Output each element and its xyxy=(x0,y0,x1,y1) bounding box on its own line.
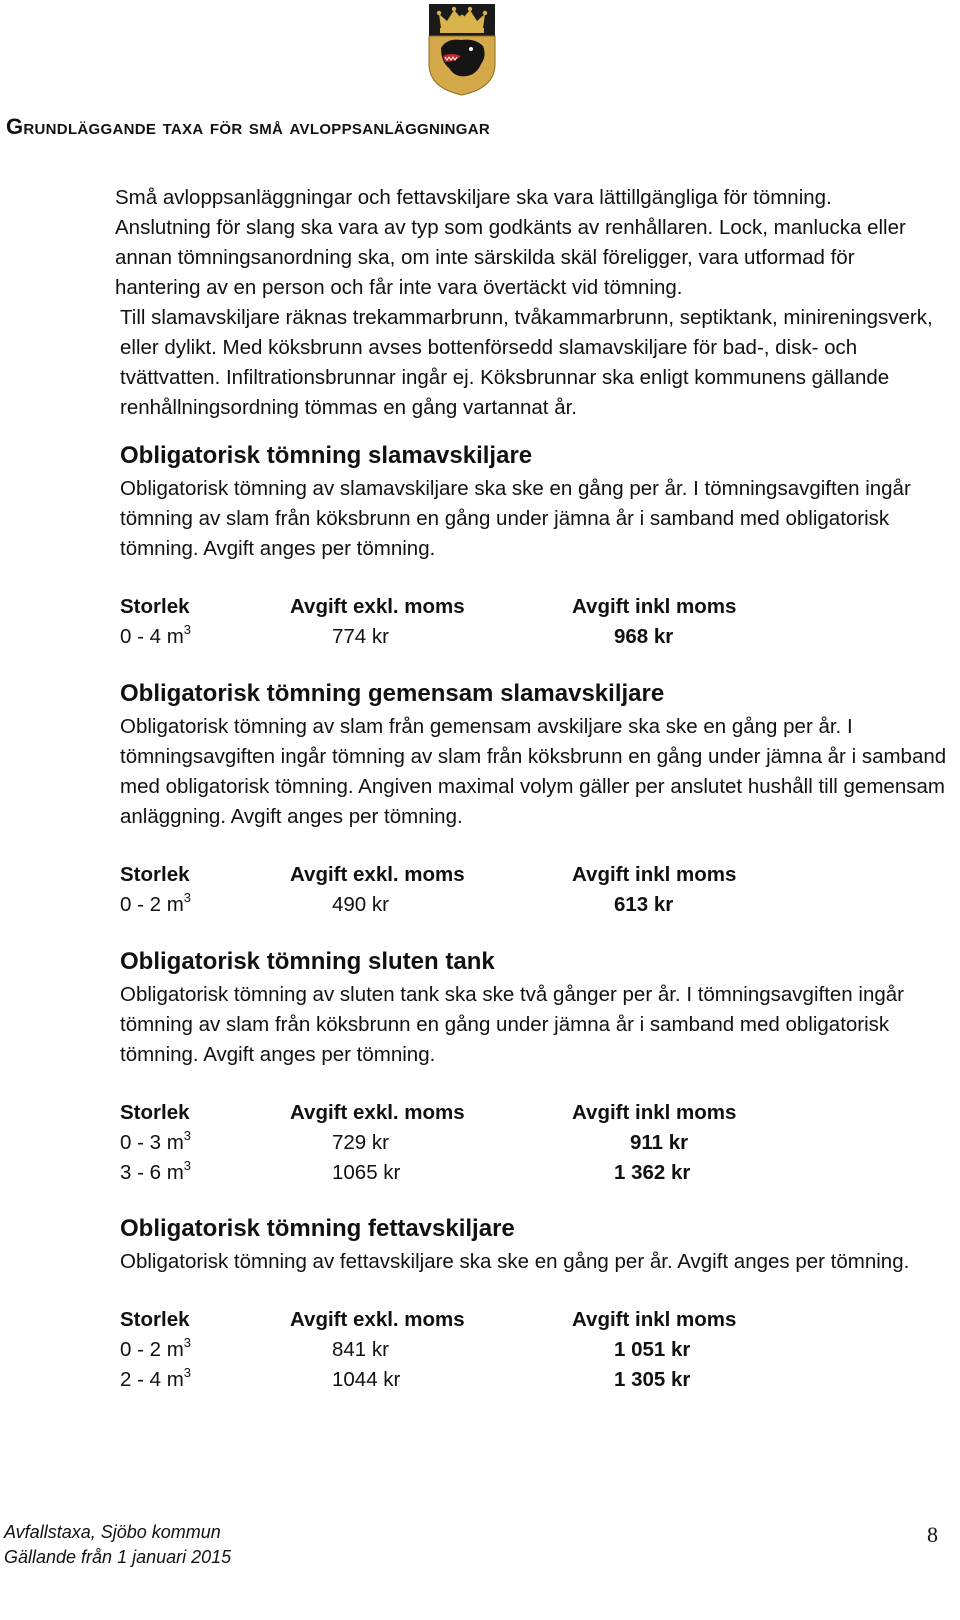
section-slamavskiljare xyxy=(120,441,950,652)
page-number: 8 xyxy=(927,1522,938,1547)
column-header-fee-incl: Avgift inkl moms xyxy=(572,595,737,618)
column-header-fee-incl: Avgift inkl moms xyxy=(572,1308,737,1331)
size-cell: 0 - 3 $m^3$ xyxy=(120,1128,192,1154)
column-header-fee-incl: Avgift inkl moms xyxy=(572,863,737,886)
fee-table-header xyxy=(120,1098,950,1128)
section-description: Obligatorisk tömning av fettavskiljare ska ske en gång per år. Avgift anges per tömning. xyxy=(120,1250,910,1273)
intro-paragraph: Till slamavskiljare räknas trekammarbrunn, tvåkammarbrunn, septiktank, minireningsverk, eller dylikt. Med köksbrunn avses bottenförsedd slamavskiljare för bad-, disk- och tvättvatten. Infiltrationsbrunnar ingår ej. Köksbrunnar ska enligt kommunens gällande renhållningsordning tömmas en gång vartannat år. xyxy=(120,306,933,419)
section-heading: Obligatorisk tömning fettavskiljare xyxy=(120,1215,515,1242)
column-header-size: Storlek xyxy=(120,595,190,618)
section-description: Obligatorisk tömning av slam från gemensam avskiljare ska ske en gång per år. I tömningsavgiften ingår tömning av slam från köksbrunn en gång under jämna år i samband med obligatorisk tömning. Angiven maximal volym gäller per anslutet hushåll till gemensam anläggning. Avgift anges per tömning. xyxy=(120,715,947,828)
fee-table xyxy=(120,1305,950,1395)
municipal-crest-icon xyxy=(427,4,497,96)
column-header-fee-excl: Avgift exkl. moms xyxy=(290,1101,465,1124)
size-cell: 0 - 2 $m^3$ xyxy=(120,1335,192,1361)
size-cell: 3 - 6 $m^3$ xyxy=(120,1158,192,1184)
section-heading: Obligatorisk tömning sluten tank xyxy=(120,948,495,975)
fee-table xyxy=(120,1098,950,1188)
section-description: Obligatorisk tömning av slamavskiljare ska ske en gång per år. I tömningsavgiften ingår tömning av slam från köksbrunn en gång under jämna år i samband med obligatorisk tömning. Avgift anges per tömning. xyxy=(120,477,911,560)
size-cell: 0 - 4 $m^3$ xyxy=(120,622,192,648)
page-title: Grundläggande taxa för små avloppsanläggningar xyxy=(6,114,490,139)
section-heading: Obligatorisk tömning slamavskiljare xyxy=(120,442,533,469)
section-heading: Obligatorisk tömning gemensam slamavskiljare xyxy=(120,680,665,707)
fee-incl-cell: 1 305 kr xyxy=(614,1368,691,1391)
fee-excl-cell: 774 kr xyxy=(332,625,389,648)
fee-table-header xyxy=(120,1305,950,1335)
fee-table-header xyxy=(120,860,950,890)
table-row xyxy=(120,1335,950,1365)
table-row xyxy=(120,622,950,652)
fee-excl-cell: 1065 kr xyxy=(332,1161,401,1184)
column-header-size: Storlek xyxy=(120,863,190,886)
fee-incl-cell: 1 362 kr xyxy=(614,1161,691,1184)
table-row xyxy=(120,1158,950,1188)
section-gemensam-slamavskiljare xyxy=(120,679,950,920)
fee-excl-cell: 1044 kr xyxy=(332,1368,401,1391)
fee-incl-cell: 1 051 kr xyxy=(614,1338,691,1361)
fee-incl-cell: 613 kr xyxy=(614,893,674,916)
column-header-size: Storlek xyxy=(120,1101,190,1124)
intro-paragraph: Små avloppsanläggningar och fettavskiljare ska vara lättillgängliga för tömning. Anslutning för slang ska vara av typ som godkänts av renhållaren. Lock, manlucka eller annan tömningsanordning ska, om inte särskilda skäl föreligger, vara utformad för hantering av en person och får inte vara övertäckt vid tömning. xyxy=(115,186,906,299)
fee-excl-cell: 729 kr xyxy=(332,1131,389,1154)
column-header-fee-excl: Avgift exkl. moms xyxy=(290,863,465,886)
fee-excl-cell: 490 kr xyxy=(332,893,389,916)
fee-table xyxy=(120,592,950,652)
footer xyxy=(4,1520,231,1570)
fee-table-header xyxy=(120,592,950,622)
footer-document-name: Avfallstaxa, Sjöbo kommun xyxy=(4,1522,221,1542)
table-row xyxy=(120,1128,950,1158)
size-cell: 0 - 2 $m^3$ xyxy=(120,890,192,916)
section-sluten-tank xyxy=(120,947,950,1188)
section-fettavskiljare xyxy=(120,1214,950,1395)
table-row xyxy=(120,890,950,920)
table-row xyxy=(120,1365,950,1395)
fee-table xyxy=(120,860,950,920)
column-header-size: Storlek xyxy=(120,1308,190,1331)
fee-incl-cell: 911 kr xyxy=(630,1131,689,1154)
size-cell: 2 - 4 $m^3$ xyxy=(120,1365,192,1391)
column-header-fee-incl: Avgift inkl moms xyxy=(572,1101,737,1124)
footer-valid-from: Gällande från 1 januari 2015 xyxy=(4,1547,232,1567)
section-description: Obligatorisk tömning av sluten tank ska ske två gånger per år. I tömningsavgiften ingår tömning av slam från köksbrunn en gång under jämna år i samband med obligatorisk tömning. Avgift anges per tömning. xyxy=(120,983,904,1066)
fee-excl-cell: 841 kr xyxy=(332,1338,389,1361)
column-header-fee-excl: Avgift exkl. moms xyxy=(290,595,465,618)
column-header-fee-excl: Avgift exkl. moms xyxy=(290,1308,465,1331)
fee-incl-cell: 968 kr xyxy=(614,625,674,648)
